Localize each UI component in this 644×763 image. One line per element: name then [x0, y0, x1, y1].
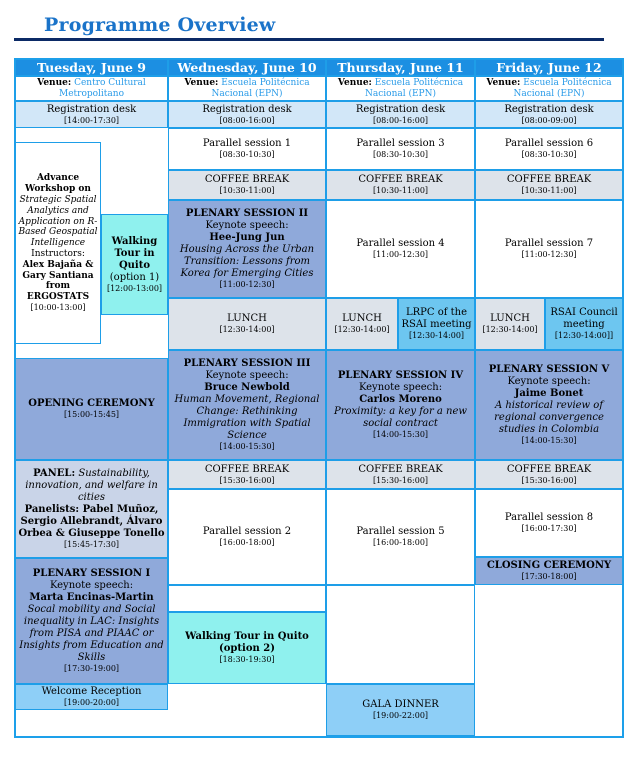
event-label: COFFEE BREAK	[204, 463, 290, 475]
event-label: Parallel session 5	[356, 526, 445, 538]
wed-coffee-break-1	[168, 170, 326, 200]
event-label: Walking Tour in Quito	[185, 631, 309, 643]
wed-empty-slot	[168, 585, 326, 612]
talk-title: Human Movement, Regional Change: Rethinking Immigration with Spatial Science	[174, 394, 320, 442]
workshop-title: Advance Workshop on	[25, 173, 91, 195]
event-label: Parallel session 3	[356, 138, 445, 150]
event-time: [15:45-17:30]	[63, 540, 120, 550]
wed-parallel-session-2	[168, 489, 326, 585]
event-time: [08:00-16:00]	[372, 115, 429, 125]
event-time: [16:00-18:00]	[372, 538, 429, 548]
event-time: [12:30-14:00]	[219, 325, 275, 335]
session-title: PLENARY SESSION IV	[337, 370, 464, 382]
day-header-friday: Friday, June 12	[475, 59, 623, 76]
event-time: [16:00-17:30]	[521, 524, 577, 534]
speaker-name: Bruce Newbold	[204, 382, 290, 394]
event-time: [14:00-15:30]	[372, 430, 429, 440]
event-time: [08:30-10:30]	[521, 150, 577, 160]
speaker-name: Marta Encinas-Martin	[29, 592, 154, 604]
fri-parallel-session-6	[475, 128, 623, 170]
event-time: [15:30-16:00]	[521, 475, 577, 485]
event-label: CLOSING CEREMONY	[486, 560, 612, 572]
event-label: Registration desk	[355, 103, 446, 115]
thu-parallel-session-5	[326, 489, 475, 585]
fri-lunch	[475, 298, 545, 350]
venue-name: Centro Cultural Metropolitano	[58, 78, 146, 99]
fri-coffee-break-1	[475, 170, 623, 200]
talk-title: Proximity: a key for a new social contract	[334, 406, 467, 430]
event-time: [11:00-12:30]	[372, 250, 429, 260]
event-label: OPENING CEREMONY	[28, 398, 155, 410]
panel-label: PANEL:	[33, 468, 76, 480]
thu-parallel-session-4	[326, 200, 475, 298]
event-label: Walking Tour in Quito	[111, 235, 158, 271]
venue-friday	[475, 76, 623, 101]
talk-title: Housing Across the Urban Transition: Lessons from Korea for Emerging Cities	[179, 244, 315, 280]
event-time: [10:00-13:00]	[30, 302, 86, 312]
wed-walking-tour	[168, 612, 326, 684]
event-label: Parallel session 8	[504, 512, 594, 524]
thu-empty-slot	[326, 585, 475, 684]
thu-gala-dinner	[326, 684, 475, 736]
event-time: [16:00-18:00]	[219, 538, 275, 548]
event-time: [19:00-22:00]	[372, 711, 429, 721]
tue-welcome-reception	[15, 684, 168, 710]
event-time: [15:00-15:45]	[63, 410, 120, 420]
event-time: [12:30-14:00]]	[554, 331, 614, 341]
wed-coffee-break-2	[168, 460, 326, 489]
session-title: PLENARY SESSION II	[185, 208, 309, 220]
venue-label: Venue:	[337, 78, 372, 89]
session-title: PLENARY SESSION III	[183, 358, 311, 370]
event-time: [12:30-14:00]	[334, 325, 390, 335]
event-time: [10:30-11:00]	[521, 186, 577, 196]
event-label: Registration desk	[504, 103, 594, 115]
event-label: LRPC of the RSAI meeting	[401, 307, 472, 331]
fri-rsai-council-meeting	[545, 298, 623, 350]
event-label: GALA DINNER	[362, 699, 439, 711]
event-time: [15:30-16:00]	[219, 475, 275, 485]
event-time: [14:00-15:30]	[219, 442, 275, 452]
session-title: PLENARY SESSION V	[488, 364, 610, 376]
fri-closing-ceremony	[475, 557, 623, 585]
event-time: [08:30-10:30]	[219, 150, 275, 160]
event-label: Registration desk	[202, 103, 292, 115]
fri-registration	[475, 101, 623, 128]
tue-plenary-1	[15, 558, 168, 684]
event-time: [12:30-14:00]	[408, 331, 465, 341]
venue-tuesday	[15, 76, 168, 101]
event-time: [11:00-12:30]	[219, 280, 275, 290]
event-label: LUNCH	[342, 313, 382, 325]
thu-coffee-break-2	[326, 460, 475, 489]
fri-plenary-5	[475, 350, 623, 460]
event-time: [15:30-16:00]	[372, 475, 429, 485]
event-time: [08:30-10:30]	[372, 150, 429, 160]
event-time: [17:30-19:00]	[63, 664, 120, 674]
speaker-name: Carlos Moreno	[359, 394, 442, 406]
event-label: COFFEE BREAK	[204, 174, 290, 186]
event-time: [08:00-16:00]	[219, 115, 275, 125]
workshop-instructors-label: Instructors:	[31, 249, 85, 259]
thu-coffee-break-1	[326, 170, 475, 200]
event-label: COFFEE BREAK	[358, 174, 443, 186]
tue-registration	[15, 101, 168, 128]
event-label: COFFEE BREAK	[506, 463, 592, 475]
session-title: PLENARY SESSION I	[32, 568, 151, 580]
thu-plenary-4	[326, 350, 475, 460]
venue-label: Venue:	[184, 78, 219, 89]
event-time: [14:00-15:30]	[521, 436, 577, 446]
keynote-label: Keynote speech:	[205, 370, 289, 382]
event-time: [19:00-20:00]	[63, 698, 120, 708]
thu-lunch	[326, 298, 398, 350]
talk-title: A historical review of regional convergence studies in Colombia	[494, 400, 604, 436]
wed-plenary-3	[168, 350, 326, 460]
day-header-tuesday: Tuesday, June 9	[15, 59, 168, 76]
keynote-label: Keynote speech:	[49, 580, 134, 592]
event-label: COFFEE BREAK	[506, 174, 592, 186]
event-label: Parallel session 7	[504, 238, 594, 250]
event-time: [12:30-14:00]	[482, 325, 538, 335]
title-rule	[14, 38, 604, 41]
venue-wednesday	[168, 76, 326, 101]
day-header-wednesday: Wednesday, June 10	[168, 59, 326, 76]
panelists: Panelists: Pabel Muñoz, Sergio Allebrandt, Álvaro Orbea & Giuseppe Tonello	[18, 504, 165, 540]
event-label: Parallel session 2	[202, 526, 292, 538]
event-time: [18:30-19:30]	[219, 655, 275, 665]
thu-lrpc-meeting	[398, 298, 475, 350]
venue-thursday	[326, 76, 475, 101]
event-label: Parallel session 6	[504, 138, 594, 150]
keynote-label: Keynote speech:	[507, 376, 591, 388]
wed-lunch	[168, 298, 326, 350]
fri-coffee-break-2	[475, 460, 623, 489]
event-label: COFFEE BREAK	[358, 463, 443, 475]
thu-registration	[326, 101, 475, 128]
workshop-topic: Strategic Spatial Analytics and Application on R-Based Geospatial Intelligence	[18, 195, 98, 249]
venue-name: Escuela Politécnica Nacional (EPN)	[513, 78, 612, 99]
speaker-name: Hee-Jung Jun	[209, 232, 285, 244]
venue-name: Escuela Politécnica Nacional (EPN)	[211, 78, 310, 99]
page-title: Programme Overview	[44, 14, 276, 36]
event-option: (option 2)	[219, 643, 275, 655]
keynote-label: Keynote speech:	[358, 382, 443, 394]
venue-name: Escuela Politécnica Nacional (EPN)	[364, 78, 464, 99]
talk-title: Socal mobility and Social inequality in LAC: Insights from PISA and PIAAC or Insights from Education and Skills	[19, 604, 164, 664]
panel-topic: Sustainability, innovation, and welfare in cities	[25, 468, 158, 504]
wed-plenary-2	[168, 200, 326, 298]
event-time: [10:30-11:00]	[219, 186, 275, 196]
tue-workshop	[15, 142, 101, 344]
thu-parallel-session-3	[326, 128, 475, 170]
event-time: [17:30-18:00]	[521, 572, 577, 582]
event-label: Welcome Reception	[41, 686, 142, 698]
event-label: LUNCH	[490, 313, 530, 325]
speaker-name: Jaime Bonet	[514, 388, 584, 400]
event-time: [10:30-11:00]	[372, 186, 429, 196]
venue-label: Venue:	[37, 78, 72, 89]
event-time: [12:00-13:00]	[106, 283, 163, 293]
wed-registration	[168, 101, 326, 128]
event-label: LUNCH	[227, 313, 267, 325]
workshop-instructors: Alex Bajaña & Gary Santiana from ERGOSTATS	[22, 259, 94, 303]
fri-parallel-session-8	[475, 489, 623, 557]
event-time: [14:00-17:30]	[63, 115, 120, 125]
event-label: Parallel session 1	[202, 138, 292, 150]
fri-parallel-session-7	[475, 200, 623, 298]
tue-walking-tour	[101, 214, 168, 315]
event-time: [11:00-12:30]	[521, 250, 577, 260]
tue-opening-ceremony	[15, 358, 168, 460]
event-option: (option 1)	[109, 271, 160, 283]
day-header-thursday: Thursday, June 11	[326, 59, 475, 76]
wed-parallel-session-1	[168, 128, 326, 170]
keynote-label: Keynote speech:	[205, 220, 289, 232]
event-label: Registration desk	[46, 103, 137, 115]
event-time: [08:00-09:00]	[521, 115, 577, 125]
venue-label: Venue:	[486, 78, 521, 89]
event-label: RSAI Council meeting	[550, 307, 618, 331]
event-label: Parallel session 4	[356, 238, 445, 250]
tue-panel	[15, 460, 168, 558]
